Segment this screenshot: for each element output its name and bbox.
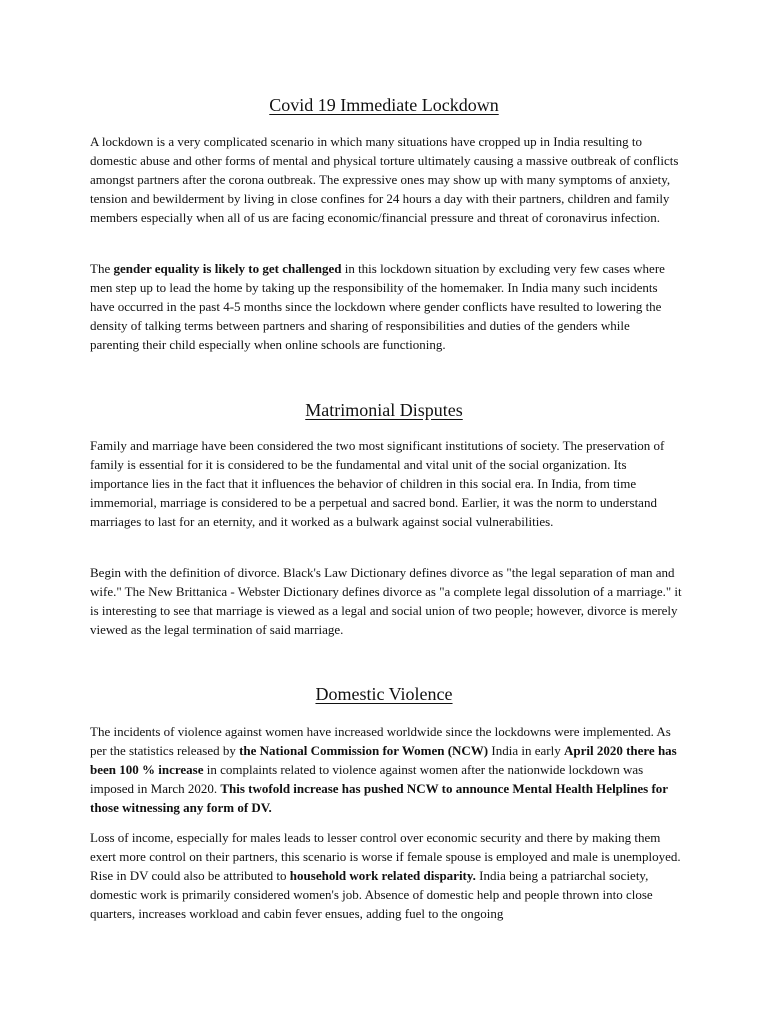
paragraph-violence-statistics [90,722,682,817]
paragraph-text: in this lockdown situation by excluding very few cases where men step up to lead the home by taking up the responsibility of the homemaker. In India many such incidents have occurred in the past 4-5 months since the lockdown where gender conflicts have resulted to lowering the density of talking terms between partners and sharing of responsibilities and duties of the genders while parenting their child especially when online schools are functioning. [90,261,665,352]
paragraph-gender-equality [90,259,682,354]
paragraph-text: in complaints related to violence against women after the nationwide lockdown was imposed in March 2020. [90,762,644,796]
paragraph-text: The [90,261,114,276]
bold-phrase: April 2020 there has been 100 % increase [90,743,677,777]
paragraph-text: India in early [488,743,564,758]
bold-phrase: household work related disparity. [289,868,476,883]
bold-phrase: gender equality is likely to get challenged [113,261,342,276]
bold-phrase: the National Commission for Women (NCW) [239,743,489,758]
paragraph-text: Loss of income, especially for males leads to lesser control over economic security and there by making them exert more control on their partners, this scenario is worse if female spouse is employed and male is unemployed. Rise in DV could also be attributed to [90,830,681,883]
section-heading-matrimonial: Matrimonial Disputes [305,400,463,420]
paragraph-text: India being a patriarchal society, domestic work is primarily considered women's job. Absence of domestic help and people thrown into close quarters, increases workload and cabin fever ensues, adding fuel to the ongoing [90,868,653,921]
paragraph-lockdown-intro: A lockdown is a very complicated scenario in which many situations have cropped up in India resulting to domestic abuse and other forms of mental and physical torture ultimately causing a massive outbreak of conflicts amongst partners after the corona outbreak. The expressive ones may show up with many symptoms of anxiety, tension and bewilderment by living in close confines for 24 hours a day with their partners, children and family members especially when all of us are facing economic/financial pressure and threat of coronavirus infection. [90,134,679,225]
section-heading-domestic-violence: Domestic Violence [315,684,453,704]
paragraph-loss-of-income [90,828,682,923]
section-heading-lockdown: Covid 19 Immediate Lockdown [269,95,499,115]
paragraph-text: The incidents of violence against women have increased worldwide since the lockdowns were implemented. As per the statistics released by [90,724,671,758]
paragraph-divorce-definition: Begin with the definition of divorce. Black's Law Dictionary defines divorce as "the legal separation of man and wife." The New Brittanica - Webster Dictionary defines divorce as "a complete legal dissolution of a marriage." it is interesting to see that marriage is viewed as a legal and social union of two people; however, divorce is merely viewed as the legal termination of said marriage. [90,565,682,637]
bold-phrase: This twofold increase has pushed NCW to announce Mental Health Helplines for those witnessing any form of DV. [90,781,668,815]
paragraph-family-marriage: Family and marriage have been considered the two most significant institutions of society. The preservation of family is essential for it is considered to be the fundamental and vital unit of the social organization. Its importance lies in the fact that it influences the behavior of children in this social era. In India, from time immemorial, marriage is considered to be a perpetual and sacred bond. Earlier, it was the norm to understand marriages to last for an eternity, and it worked as a bulwark against social vulnerabilities. [90,438,665,529]
